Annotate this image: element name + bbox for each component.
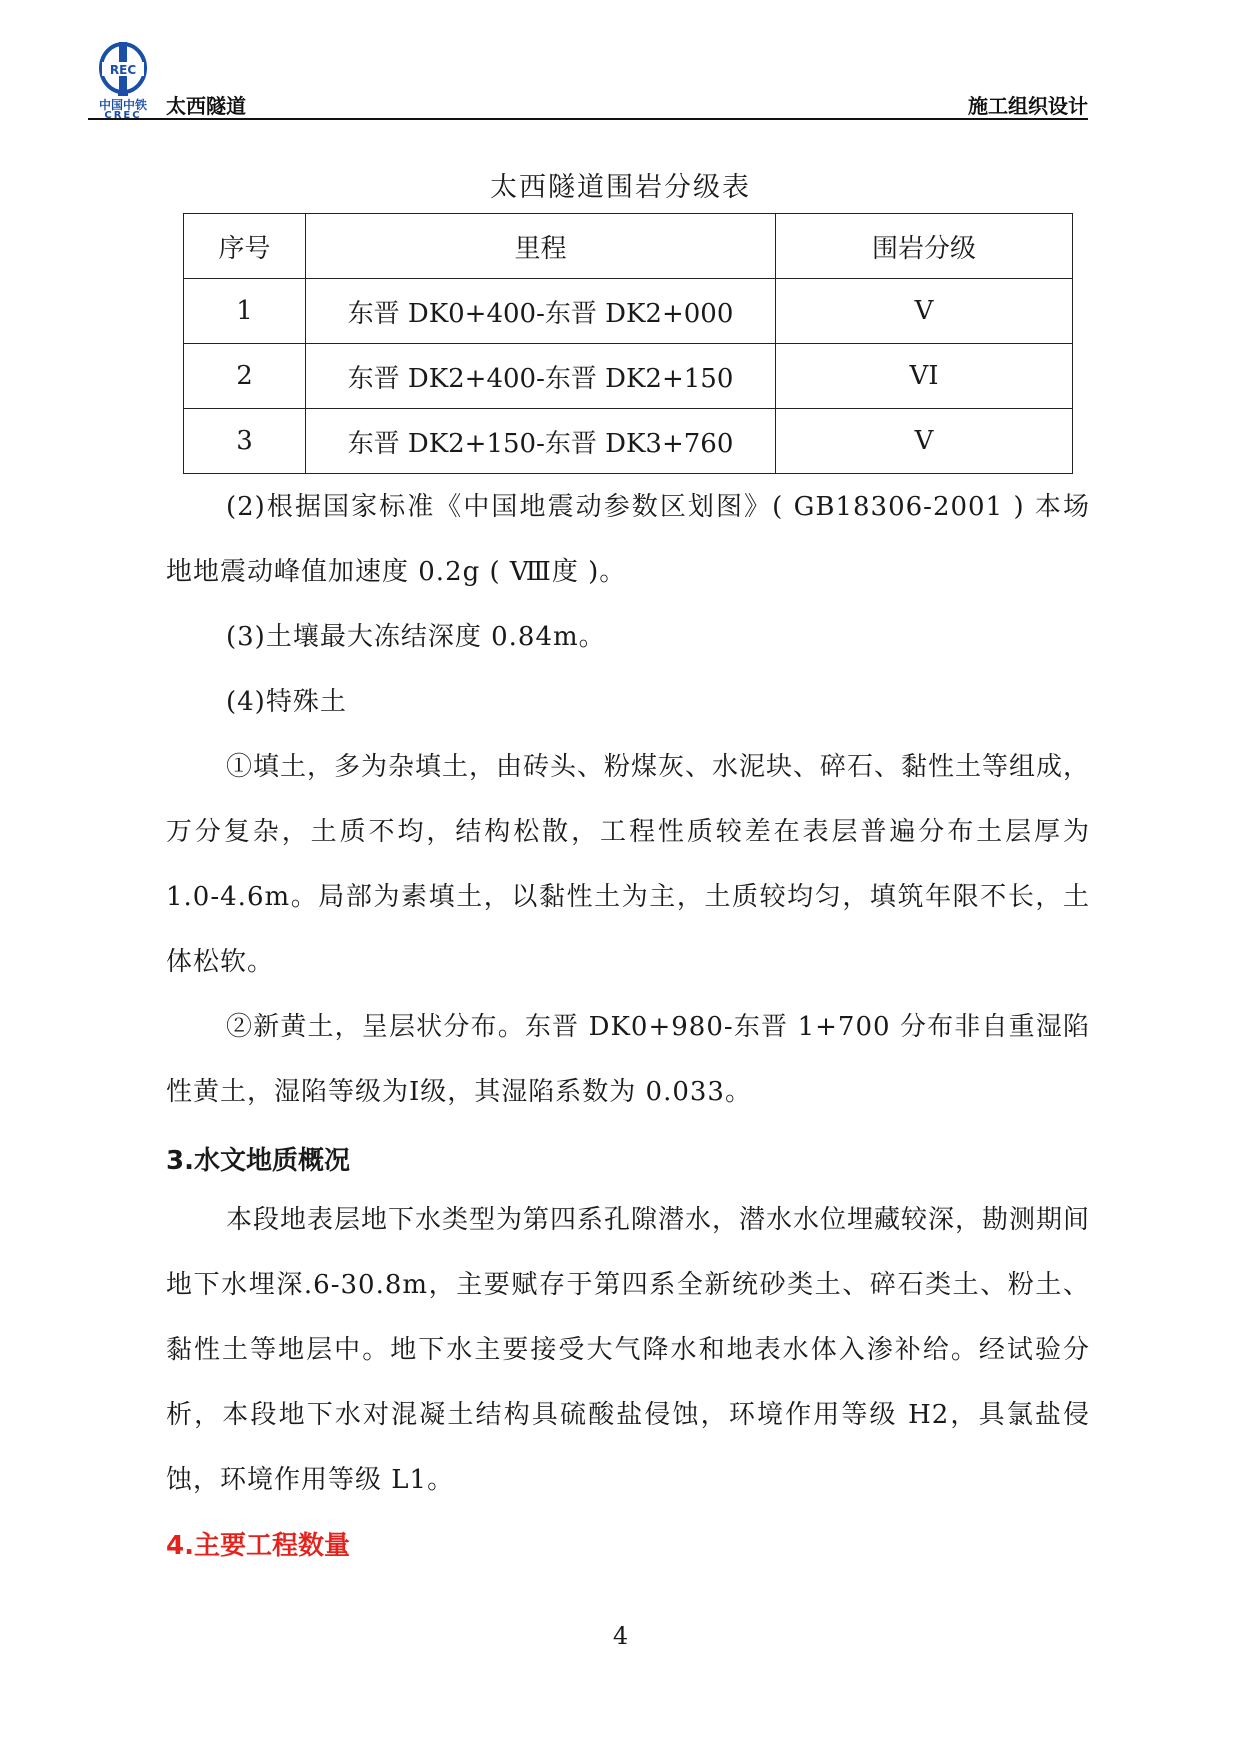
header-divider bbox=[88, 118, 1088, 120]
header-document-type: 施工组织设计 bbox=[968, 94, 1088, 118]
table-cell: 东晋 DK2+400-东晋 DK2+150 bbox=[306, 344, 776, 409]
table-cell: 东晋 DK0+400-东晋 DK2+000 bbox=[306, 279, 776, 344]
table-row bbox=[184, 344, 1073, 409]
table-cell: 1 bbox=[184, 279, 306, 344]
page-number: 4 bbox=[612, 1622, 629, 1650]
paragraph-hydrogeology: 本段地表层地下水类型为第四系孔隙潜水，潜水水位埋藏较深，勘测期间地下水埋深.6-30.8m，主要赋存于第四系全新统砂类土、碎石类土、粉土、黏性土等地层中。地下水主要接受大气降水和地表水体入渗补给。经试验分析，本段地下水对混凝土结构具硫酸盐侵蚀，环境作用等级 H2，具氯盐侵蚀，环境作用等级 L1。 bbox=[166, 1205, 1091, 1495]
table-cell: V bbox=[776, 279, 1073, 344]
page-header bbox=[88, 40, 1088, 120]
section-title-hydrogeology: 3.水文地质概况 bbox=[166, 1146, 350, 1176]
table-cell: 2 bbox=[184, 344, 306, 409]
table-cell: 东晋 DK2+150-东晋 DK3+760 bbox=[306, 409, 776, 474]
table-header-row bbox=[184, 214, 1073, 279]
header-cell-mileage: 里程 bbox=[306, 214, 776, 279]
paragraph-fill-soil: ①填土，多为杂填土，由砖头、粉煤灰、水泥块、碎石、黏性土等组成，万分复杂，土质不均，结构松散，工程性质较差在表层普遍分布土层厚为 1.0-4.6m。局部为素填土，以黏性土为主，土质较均匀，填筑年限不长，土体松软。 bbox=[166, 752, 1091, 977]
section-title-quantities: 4.主要工程数量 bbox=[166, 1531, 350, 1561]
table-cell: V bbox=[776, 409, 1073, 474]
table-row bbox=[184, 409, 1073, 474]
header-cell-grade: 围岩分级 bbox=[776, 214, 1073, 279]
logo-text-en: CREC bbox=[104, 110, 142, 121]
table-row bbox=[184, 279, 1073, 344]
header-project-title: 太西隧道 bbox=[166, 94, 246, 118]
crec-logo bbox=[88, 40, 158, 120]
table-title: 太西隧道围岩分级表 bbox=[490, 172, 751, 203]
paragraph-loess: ②新黄土，呈层状分布。东晋 DK0+980-东晋 1+700 分布非自重湿陷性黄土，湿陷等级为Ⅰ级，其湿陷系数为 0.033。 bbox=[166, 1012, 1090, 1107]
logo-text-cn: 中国中铁 bbox=[98, 98, 147, 112]
paragraph-special-soil: (4)特殊土 bbox=[226, 687, 347, 717]
crec-logo-icon bbox=[88, 40, 158, 98]
table-cell: 3 bbox=[184, 409, 306, 474]
rock-classification-table bbox=[183, 213, 1073, 474]
paragraph-seismic: (2)根据国家标准《中国地震动参数区划图》( GB18306-2001 ) 本场地地震动峰值加速度 0.2g ( Ⅷ度 )。 bbox=[166, 492, 1090, 587]
table-cell: VI bbox=[776, 344, 1073, 409]
paragraph-frost-depth: (3)土壤最大冻结深度 0.84m。 bbox=[226, 622, 606, 652]
logo-mark: REC bbox=[109, 63, 137, 77]
header-cell-index: 序号 bbox=[184, 214, 306, 279]
